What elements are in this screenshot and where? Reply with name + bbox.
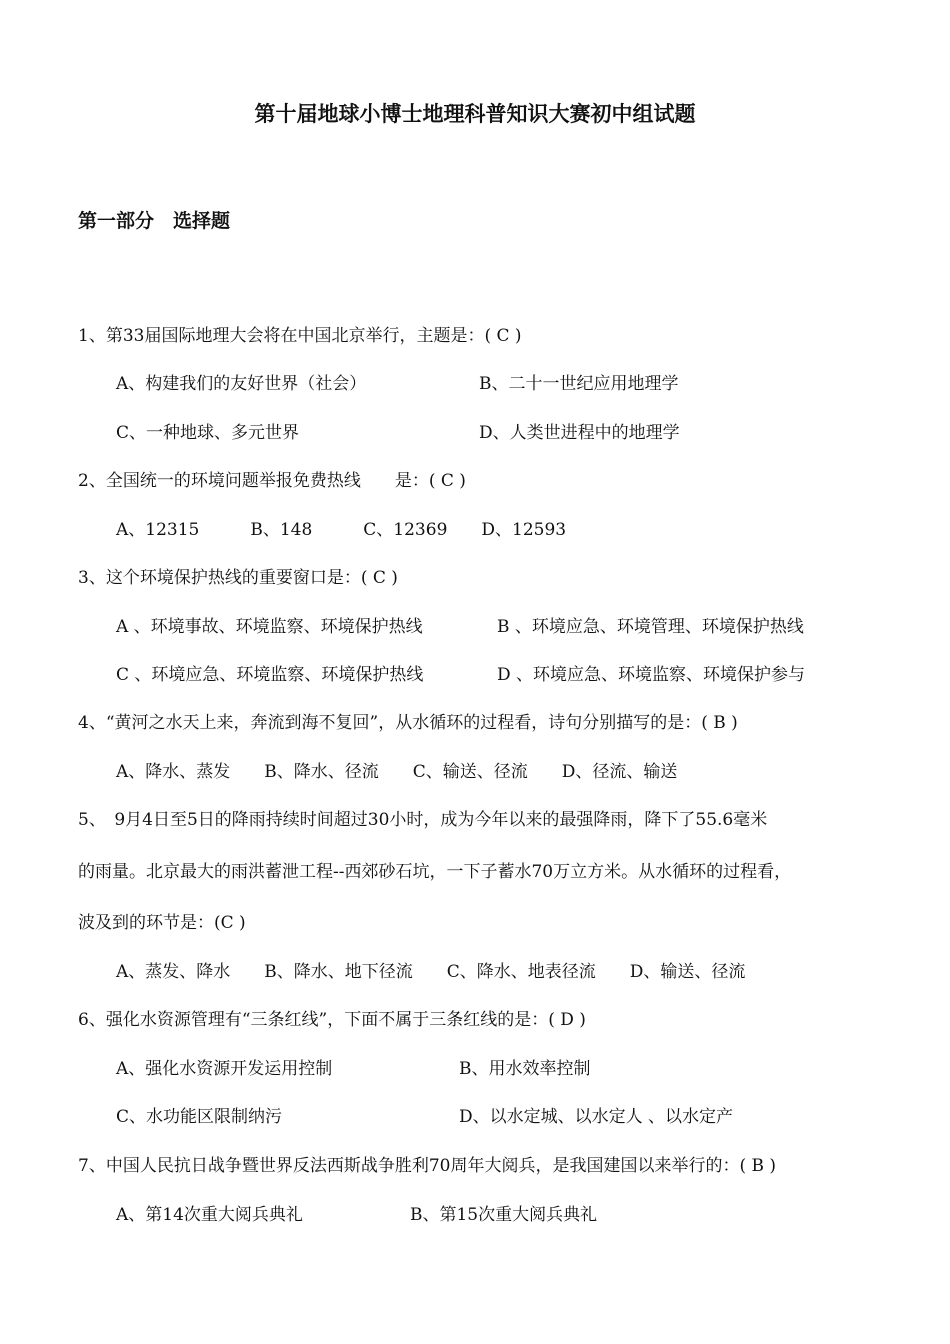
question-3-option-d: D 、环境应急、环境监察、环境保护参与 <box>497 665 806 685</box>
question-5-options: A、蒸发、降水 B、降水、地下径流 C、降水、地表径流 D、输送、径流 <box>116 962 746 982</box>
question-6-stem: 6、强化水资源管理有“三条红线”，下面不属于三条红线的是：( D ) <box>78 1010 586 1030</box>
question-4-options: A、降水、蒸发 B、降水、径流 C、输送、径流 D、径流、输送 <box>116 762 678 782</box>
question-7-stem: 7、中国人民抗日战争暨世界反法西斯战争胜利70周年大阅兵，是我国建国以来举行的：( B ) <box>78 1156 777 1176</box>
question-5-stem-line-2: 的雨量。北京最大的雨洪蓄泄工程--西郊砂石坑，一下子蓄水70万立方米。从水循环的过程看， <box>78 862 792 882</box>
question-1-option-c: C、一种地球、多元世界 <box>116 423 300 443</box>
question-2-stem: 2、全国统一的环境问题举报免费热线 是：( C ) <box>78 471 466 491</box>
question-1-option-d: D、人类世进程中的地理学 <box>479 423 680 443</box>
question-6-option-b: B、用水效率控制 <box>459 1059 591 1079</box>
question-7-option-b: B、第15次重大阅兵典礼 <box>410 1205 598 1225</box>
question-3-option-c: C 、环境应急、环境监察、环境保护热线 <box>116 665 424 685</box>
question-6-option-d: D、以水定城、以水定人 、以水定产 <box>459 1107 734 1127</box>
question-7-option-a: A、第14次重大阅兵典礼 <box>116 1205 303 1225</box>
document-title: 第十届地球小博士地理科普知识大赛初中组试题 <box>254 102 696 126</box>
question-3-option-a: A 、环境事故、环境监察、环境保护热线 <box>116 617 423 637</box>
question-1-option-a: A、构建我们的友好世界（社会） <box>116 374 367 394</box>
question-1-stem: 1、第33届国际地理大会将在中国北京举行，主题是：( C ) <box>78 326 522 346</box>
question-4-stem: 4、“黄河之水天上来，奔流到海不复回”，从水循环的过程看，诗句分别描写的是：( B ) <box>78 713 738 733</box>
question-1-option-b: B、二十一世纪应用地理学 <box>479 374 679 394</box>
question-3-option-b: B 、环境应急、环境管理、环境保护热线 <box>497 617 804 637</box>
question-6-option-a: A、强化水资源开发运用控制 <box>116 1059 333 1079</box>
question-5-stem-line-1: 5、 9月4日至5日的降雨持续时间超过30小时，成为今年以来的最强降雨，降下了55.6毫米 <box>78 810 768 830</box>
question-2-options: A、12315 B、148 C、12369 D、12593 <box>116 520 567 540</box>
question-6-option-c: C、水功能区限制纳污 <box>116 1107 283 1127</box>
question-5-stem-line-3: 波及到的环节是：(C ) <box>78 913 246 933</box>
question-3-stem: 3、这个环境保护热线的重要窗口是：( C ) <box>78 568 398 588</box>
section-heading: 第一部分 选择题 <box>78 210 231 232</box>
